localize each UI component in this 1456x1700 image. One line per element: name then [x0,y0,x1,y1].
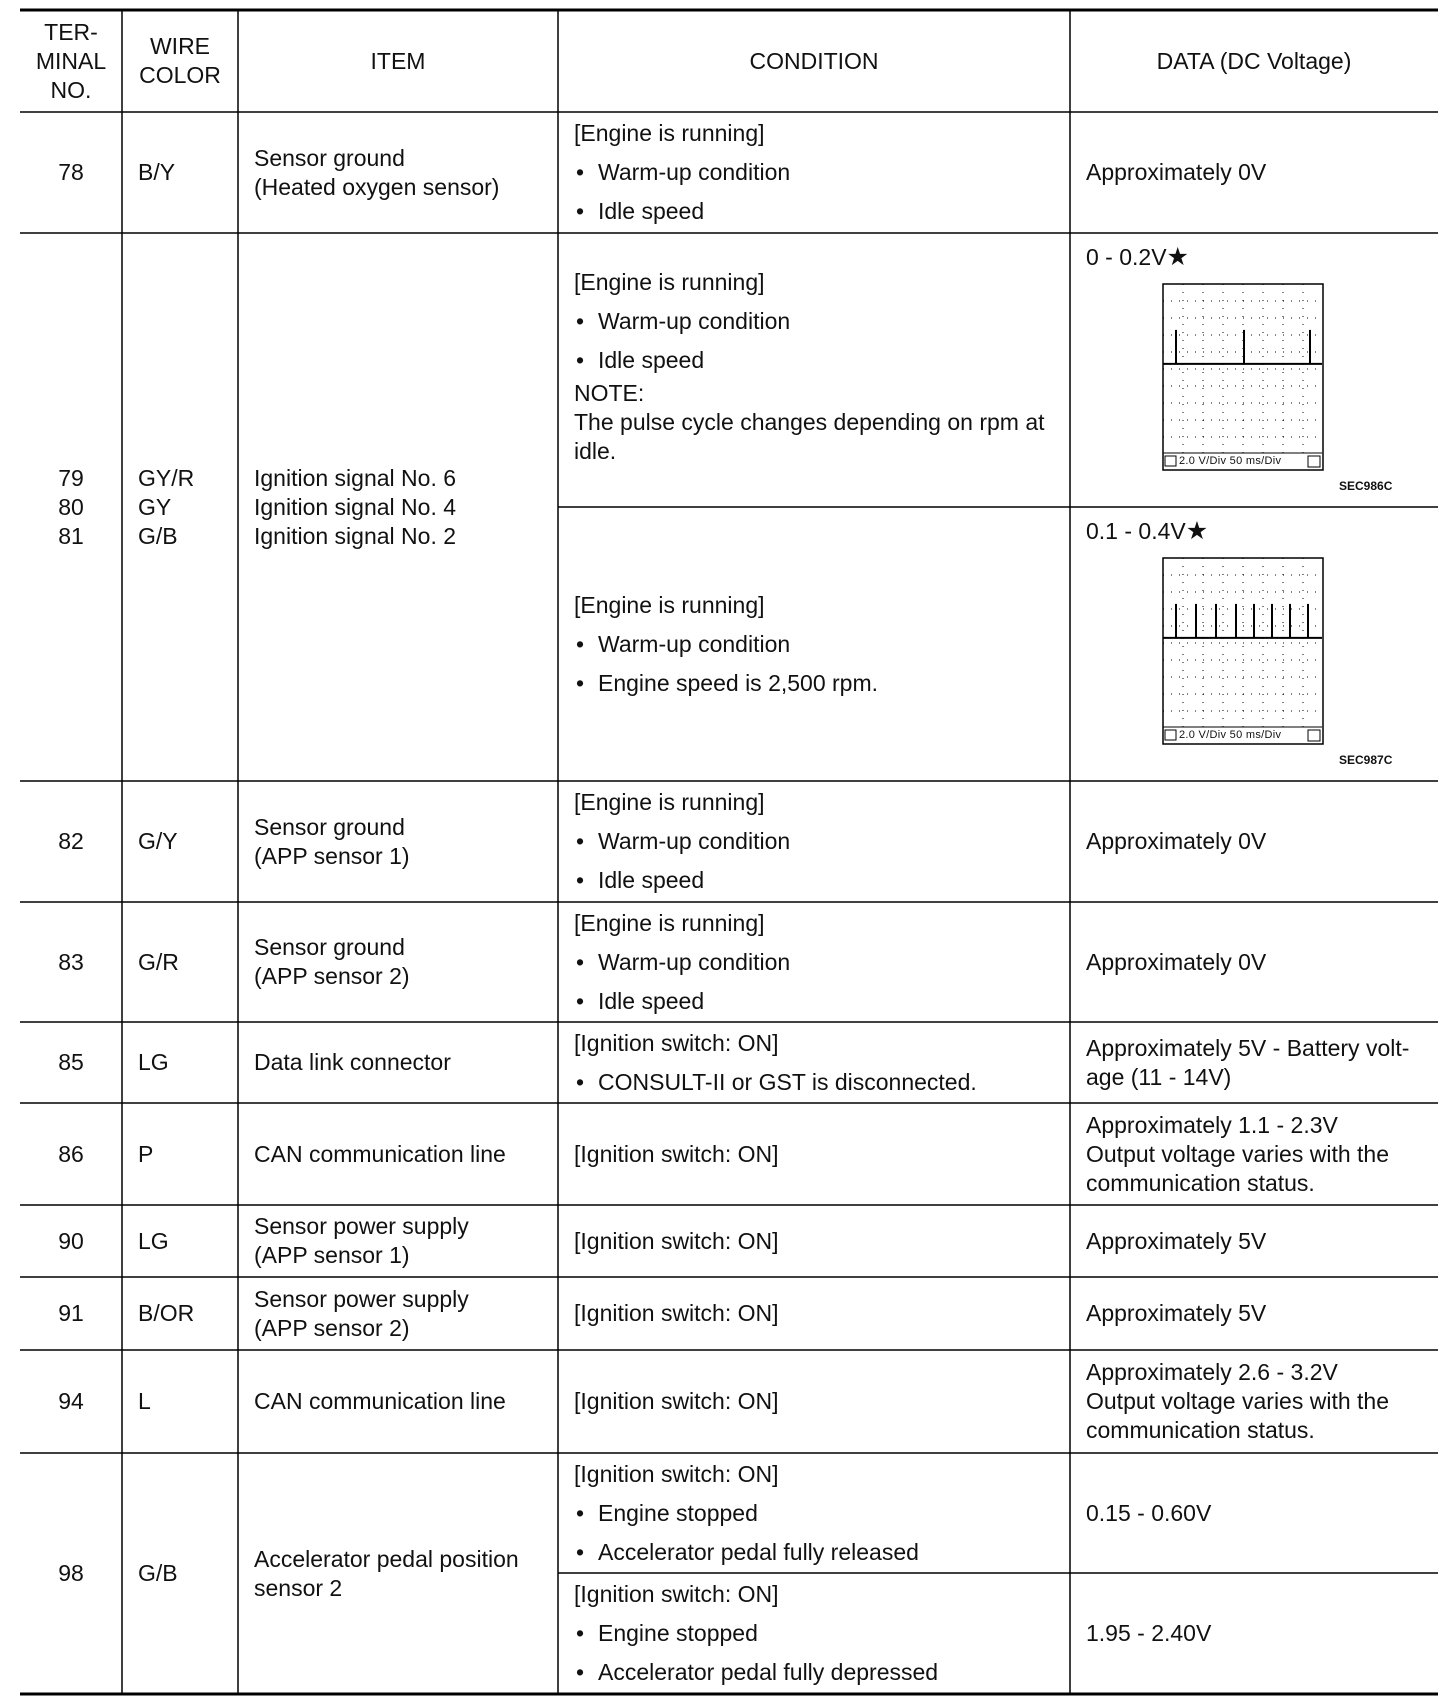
scope-corner-icon [1308,456,1320,467]
item-text: Sensor ground [254,934,405,960]
bullet-icon: • [576,1620,585,1646]
condition-heading: [Ignition switch: ON] [574,1140,779,1167]
item-text: Ignition signal No. 4 [254,493,457,520]
condition-heading: [Engine is running] [574,269,765,295]
data-value: 1.95 - 2.40V [1086,1620,1212,1646]
data-value: Approximately 1.1 - 2.3V [1086,1111,1338,1138]
item-text: Data link connector [254,1049,451,1075]
condition-item: Idle speed [598,198,705,224]
data-value: Output voltage varies with the [1086,1388,1389,1414]
condition-heading: [Ignition switch: ON] [574,1227,779,1254]
condition-heading: [Ignition switch: ON] [574,1029,779,1056]
data-value: 0 - 0.2V★ [1086,243,1189,271]
item-text: CAN communication line [254,1140,506,1167]
data-value: Approximately 5V [1086,1227,1267,1254]
data-value: Approximately 2.6 - 3.2V [1086,1359,1338,1385]
terminal-no: 78 [58,159,84,185]
item-text: (APP sensor 2) [254,963,410,989]
bullet-icon: • [576,1659,585,1685]
wire-color: G/B [138,522,178,549]
data-value: communication status. [1086,1169,1315,1196]
condition-item: Idle speed [598,867,705,893]
condition-item: Idle speed [598,987,705,1014]
wire-color: LG [138,1049,169,1075]
data-value: Approximately 0V [1086,159,1267,185]
terminal-no: 98 [58,1560,84,1586]
wire-color: GY/R [138,464,195,491]
item-text: CAN communication line [254,1388,506,1414]
condition-heading: [Engine is running] [574,591,765,618]
bullet-icon: • [576,1068,585,1095]
scope-caption: 2.0 V/Div 50 ms/Div [1179,455,1282,467]
scope-corner-icon [1308,730,1320,741]
item-text: Sensor ground [254,144,405,171]
star-icon: ★ [1185,517,1209,545]
header-terminal-no: MINAL [35,47,107,74]
bullet-icon: • [576,308,585,334]
bullet-icon: • [576,1538,585,1565]
data-value: 0.1 - 0.4V★ [1086,517,1209,545]
terminal-no: 79 [58,464,84,491]
wire-color: G/B [138,1560,178,1586]
condition-item: Warm-up condition [598,828,791,854]
wire-color: B/Y [138,159,176,185]
terminal-no: 83 [58,948,84,975]
scope-arrow-icon [1165,730,1176,740]
terminal-no: 81 [58,522,84,549]
wire-color: LG [138,1227,169,1254]
condition-heading: [Engine is running] [574,789,765,815]
wire-color: P [138,1140,154,1167]
wire-color: L [138,1388,151,1414]
terminal-no: 86 [58,1140,84,1167]
bullet-icon: • [576,828,585,854]
condition-heading: [Ignition switch: ON] [574,1581,779,1607]
data-value: age (11 - 14V) [1086,1063,1232,1090]
scope-caption: 2.0 V/Div 50 ms/Div [1179,729,1282,741]
header-data: DATA (DC Voltage) [1156,47,1352,74]
header-terminal-no: NO. [50,76,92,103]
item-text: Sensor power supply [254,1213,469,1239]
item-text: (Heated oxygen sensor) [254,173,500,200]
bullet-icon: • [576,159,585,185]
header-terminal-no: TER- [44,18,98,45]
oscilloscope-figure [1162,283,1402,509]
bullet-icon: • [576,867,585,893]
bullet-icon: • [576,198,585,224]
item-text: Accelerator pedal position [254,1545,519,1572]
condition-item: Engine speed is 2,500 rpm. [598,669,879,696]
bullet-icon: • [576,347,585,373]
condition-item: Warm-up condition [598,948,791,975]
bullet-icon: • [576,1499,585,1526]
condition-item: Warm-up condition [598,630,791,657]
item-text: Ignition signal No. 2 [254,522,457,549]
data-value: Approximately 5V - Battery volt- [1086,1034,1410,1061]
wire-color: B/OR [138,1300,195,1326]
item-text: sensor 2 [254,1574,343,1601]
bullet-icon: • [576,987,585,1014]
scope-frame [1163,558,1323,744]
condition-item: Idle speed [598,347,705,373]
figure-code: SEC986C [1339,479,1393,493]
data-value: Output voltage varies with the [1086,1140,1389,1167]
wire-color: GY [138,493,172,520]
terminal-no: 94 [58,1388,84,1414]
condition-item: Warm-up condition [598,308,791,334]
condition-item: Warm-up condition [598,159,791,185]
terminal-no: 80 [58,493,84,520]
data-value: Approximately 0V [1086,828,1267,854]
condition-heading: [Ignition switch: ON] [574,1460,779,1487]
note-text: The pulse cycle changes depending on rpm at [574,409,1045,435]
data-value: Approximately 5V [1086,1300,1267,1326]
condition-item: CONSULT-II or GST is disconnected. [598,1068,977,1095]
note-text: idle. [574,438,617,464]
header-condition: CONDITION [749,47,879,74]
condition-heading: [Ignition switch: ON] [574,1300,779,1326]
wire-color: G/R [138,948,179,975]
scope-arrow-icon [1165,456,1176,466]
terminal-no: 90 [58,1227,84,1254]
header-item: ITEM [370,47,426,74]
condition-item: Engine stopped [598,1620,758,1646]
condition-item: Engine stopped [598,1499,758,1526]
item-text: (APP sensor 2) [254,1314,410,1341]
item-text: Sensor ground [254,813,405,840]
data-value: Approximately 0V [1086,948,1267,975]
terminal-no: 85 [58,1049,84,1075]
condition-heading: [Ignition switch: ON] [574,1388,779,1414]
terminal-no: 82 [58,828,84,854]
item-text: (APP sensor 1) [254,842,410,869]
bullet-icon: • [576,669,585,696]
item-text: Ignition signal No. 6 [254,464,457,491]
figure-code: SEC987C [1339,753,1393,767]
data-value: communication status. [1086,1417,1315,1443]
condition-item: Accelerator pedal fully released [598,1538,919,1565]
condition-heading: [Engine is running] [574,909,765,936]
star-icon: ★ [1166,243,1189,271]
bullet-icon: • [576,630,585,657]
header-wire-color: WIRE [149,33,211,59]
scope-frame [1163,284,1323,470]
oscilloscope-figure [1162,557,1402,783]
terminal-no: 91 [58,1300,84,1326]
data-value: 0.15 - 0.60V [1086,1499,1212,1526]
item-text: Sensor power supply [254,1285,469,1312]
note-label: NOTE: [574,380,645,406]
item-text: (APP sensor 1) [254,1242,410,1268]
wire-color: G/Y [138,828,178,854]
header-wire-color: COLOR [139,62,221,88]
condition-heading: [Engine is running] [574,120,765,146]
bullet-icon: • [576,948,585,975]
condition-item: Accelerator pedal fully depressed [598,1659,939,1685]
